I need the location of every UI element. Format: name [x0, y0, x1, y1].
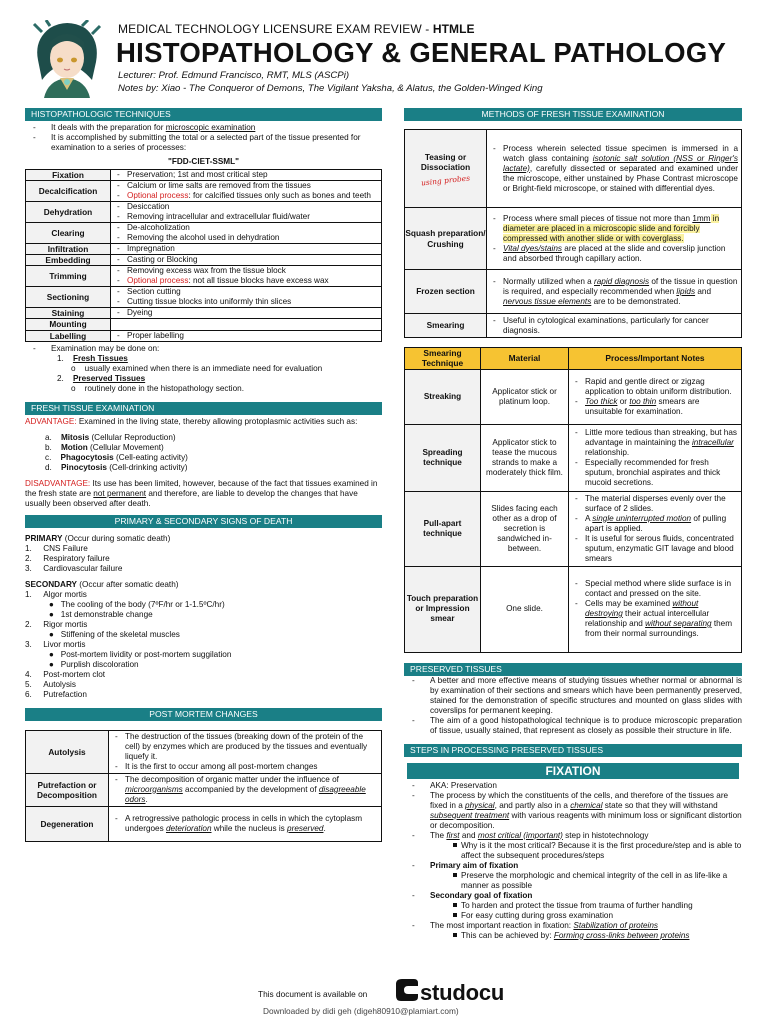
section-heading-histopathologic: HISTOPATHOLOGIC TECHNIQUES: [25, 108, 382, 121]
list-item: 5. Autolysis: [25, 679, 76, 689]
character-avatar-image: [30, 20, 104, 98]
table-row: Frozen section - Normally utilized when a rapid diagnosis of the tissue in question is required, and especially recommended when lipids and nervous tissue elements are to be demonstrated.: [405, 270, 742, 314]
list-item: b. Motion (Cellular Movement): [45, 442, 164, 452]
primary-heading: PRIMARY (Occur during somatic death): [25, 533, 171, 543]
list-item: 2. Rigor mortis: [25, 619, 88, 629]
fresh-tissues-item: 1. Fresh Tissues: [57, 353, 128, 363]
list-item: ● Purplish discoloration: [49, 659, 139, 669]
primary-aim-item: Preserve the morphologic and chemical integrity of the cell in as life-like a manner as possible: [404, 871, 742, 891]
section-heading-fresh-tissue: FRESH TISSUE EXAMINATION: [25, 402, 382, 415]
table-row: Smearing - Useful in cytological examinations, particularly for cancer diagnosis.: [405, 314, 742, 338]
methods-table: [404, 129, 742, 338]
primary-aim-heading: - Primary aim of fixation: [404, 861, 742, 871]
handwritten-note: using probes: [420, 172, 471, 188]
table-row: Trimming - Removing excess wax from the tissue block - Optional process: not all tissue blocks have excess wax: [26, 266, 382, 287]
section-heading-signs-of-death: PRIMARY & SECONDARY SIGNS OF DEATH: [25, 515, 382, 528]
right-column: [404, 108, 742, 941]
list-item: a. Mitosis (Cellular Reproduction): [45, 432, 176, 442]
left-column: [25, 108, 382, 842]
secondary-goal-item: For easy cutting during gross examination: [404, 911, 742, 921]
fixation-aka: - AKA: Preservation: [404, 781, 742, 791]
fixation-heading: FIXATION: [407, 763, 739, 779]
studocu-icon: [394, 978, 420, 1009]
smearing-table: [404, 347, 742, 653]
list-item: 6. Putrefaction: [25, 689, 87, 699]
section-heading-preserved: PRESERVED TISSUES: [404, 663, 742, 676]
preserved-tissues-note: o routinely done in the histopathology section.: [71, 383, 244, 393]
table-row: Infiltration - Impregnation: [26, 244, 382, 255]
fixation-why: Why is it the most critical? Because it is the first procedure/step and is able to affect the subsequent procedures/steps: [404, 841, 742, 861]
list-item: 4. Post-mortem clot: [25, 669, 106, 679]
exam-title: MEDICAL TECHNOLOGY LICENSURE EXAM REVIEW - HTMLE: [118, 22, 475, 36]
table-row: Clearing - De-alcoholization - Removing the alcohol used in dehydration: [26, 223, 382, 244]
list-item: 1. Algor mortis: [25, 589, 87, 599]
list-item: ● Post-mortem lividity or post-mortem suggilation: [49, 649, 232, 659]
list-item: 2. Respiratory failure: [25, 553, 110, 563]
table-row: Pull-apart technique Slides facing each other as a drop of secretion is sandwiched in-between. - The material disperses evenly over the surface of 2 slides. - A single uninterrupted motion of pulling apart is applied. - It is useful for serous fluids, concentrated sputum, enzymatic GIT lavage and blood smears: [405, 491, 742, 566]
lecturer-line: Lecturer: Prof. Edmund Francisco, RMT, MLS (ASCPi): [118, 70, 350, 81]
table-header-row: Smearing Technique Material Process/Important Notes: [405, 348, 742, 370]
techniques-table: [25, 169, 382, 342]
list-item: ● The cooling of the body (7ºF/hr or 1-1.5ºC/hr): [49, 599, 225, 609]
post-mortem-table: [25, 730, 382, 842]
table-row: Staining - Dyeing: [26, 308, 382, 319]
table-row: Embedding - Casting or Blocking: [26, 255, 382, 266]
list-item: c. Phagocytosis (Cell-eating activity): [45, 452, 188, 462]
table-row: Dehydration - Desiccation - Removing intracellular and extracellular fluid/water: [26, 202, 382, 223]
table-row: Mounting: [26, 319, 382, 330]
section-heading-post-mortem: POST MORTEM CHANGES: [25, 708, 382, 721]
table-row: Autolysis - The destruction of the tissues (breaking down of the protein of the cell) by enzymes which are produced by the tissues and eventually liquefy it. - It is the first to occur among all post-mortem changes: [26, 730, 382, 773]
disadvantage-text: DISADVANTAGE: Its use has been limited, however, because of the fact that tissues examined in the fresh state are not permanent and therefore, are liable to develop the changes that have usually been observed after death.: [25, 478, 378, 508]
fixation-first-step: - The first and most critical (important) step in histotechnology: [404, 831, 742, 841]
fixation-achieved: This can be achieved by: Forming cross-links between proteins: [404, 931, 742, 941]
mnemonic: "FDD-CIET-SSML": [168, 157, 239, 166]
secondary-heading: SECONDARY (Occur after somatic death): [25, 579, 179, 589]
studocu-logo[interactable]: studocu: [394, 978, 504, 1009]
table-row: Labelling - Proper labelling: [26, 330, 382, 341]
secondary-goal-heading: - Secondary goal of fixation: [404, 891, 742, 901]
page-title: HISTOPATHOLOGY & GENERAL PATHOLOGY: [116, 37, 727, 68]
histo-intro-2: - It is accomplished by submitting the total or a selected part of the tissue presented for examination to a series of processes:: [25, 133, 382, 153]
table-row: Decalcification - Calcium or lime salts are removed from the tissues - Optional process: for calcified tissues only such as bones and teeth: [26, 181, 382, 202]
preserved-tissues-item: 2. Preserved Tissues: [57, 373, 146, 383]
preserved-para-2: - The aim of a good histopathological technique is to produce microscopic preparation of tissue, usually stained, that represent as closely as possible their structure in life.: [404, 716, 742, 736]
table-row: Touch preparation or Impression smear One slide. - Special method where slide surface is in contact and pressed on the site. - Cells may be examined without destroying their actual intercellular relationship and without separating them from their normal surroundings.: [405, 566, 742, 652]
table-row: Streaking Applicator stick or platinum loop. - Rapid and gentle direct or zigzag application to obtain uniform distribution. - Too thick or too thin smears are unsuitable for examination.: [405, 369, 742, 424]
list-item: ● 1st demonstrable change: [49, 609, 153, 619]
page-header: [0, 0, 768, 102]
table-row: Squash preparation/ Crushing - Process where small pieces of tissue not more than 1mm in diameter are placed in a microscopic slide and forcibly compressed with another slide or with coverglass. - Vital dyes/stains are placed at the slide and coverslip junction and absorbed through capillary action.: [405, 208, 742, 270]
notes-by-line: Notes by: Xiao - The Conqueror of Demons, The Vigilant Yaksha, & Alatus, the Golden-Winged King: [118, 83, 543, 94]
list-item: 3. Cardiovascular failure: [25, 563, 123, 573]
advantage-text: ADVANTAGE: Examined in the living state, thereby allowing protoplasmic activities such as:: [25, 416, 358, 426]
section-heading-methods: METHODS OF FRESH TISSUE EXAMINATION: [404, 108, 742, 121]
fixation-reaction: - The most important reaction in fixation: Stabilization of proteins: [404, 921, 742, 931]
footer-available: This document is available on: [258, 989, 368, 999]
fresh-tissues-note: o usually examined when there is an immediate need for evaluation: [71, 363, 323, 373]
list-item: 3. Livor mortis: [25, 639, 86, 649]
fixation-process: - The process by which the constituents of the cells, and therefore of the tissues are fixed in a physical, and partly also in a chemical state so that they will withstand subsequent treatment with various reagents with minimum loss or significant distortion or decomposition.: [404, 791, 742, 831]
table-row: Spreading technique Applicator stick to tease the mucous strands to make a moderately thick film. - Little more tedious than streaking, but has advantage in maintaining the intracellular relationship. - Especially recommended for fresh sputum, bronchial aspirates and thick mucoid secretions.: [405, 424, 742, 491]
footer-downloaded: Downloaded by didi geh (digeh80910@plamiart.com): [263, 1006, 459, 1016]
table-row: Degeneration - A retrogressive pathologic process in cells in which the cytoplasm undergoes deterioration while the nucleus is preserved.: [26, 806, 382, 841]
table-row: Sectioning - Section cutting - Cutting tissue blocks into uniformly thin slices: [26, 287, 382, 308]
table-row: Fixation - Preservation; 1st and most critical step: [26, 170, 382, 181]
secondary-goal-item: To harden and protect the tissue from trauma of further handling: [404, 901, 742, 911]
table-row: Putrefaction or Decomposition - The decomposition of organic matter under the influence of microorganisms accompanied by the development of disagreeable odors.: [26, 773, 382, 806]
preserved-para-1: - A better and more effective means of studying tissues whether normal or abnormal is by examination of their sections and smears which have been permanently preserved, stained for the demonstration of specific structures and mounted on glass slides with coverslips for permanent keeping.: [404, 676, 742, 716]
exam-done-text: - Examination may be done on:: [25, 344, 382, 354]
list-item: d. Pinocytosis (Cell-drinking activity): [45, 462, 188, 472]
section-heading-steps: STEPS IN PROCESSING PRESERVED TISSUES: [404, 744, 742, 757]
list-item: ● Stiffening of the skeletal muscles: [49, 629, 180, 639]
list-item: 1. CNS Failure: [25, 543, 88, 553]
table-row: Teasing or Dissociation using probes - Process wherein selected tissue specimen is immersed in a watch glass containing isotonic salt solution (NSS or Ringer's lactate), carefully dissected or separated and examined under the microscope, either unstained by Phase Contrast microscope or Bright-field microscope, or stained with differential dyes.: [405, 130, 742, 208]
histo-intro-1: - It deals with the preparation for microscopic examination: [25, 123, 382, 133]
